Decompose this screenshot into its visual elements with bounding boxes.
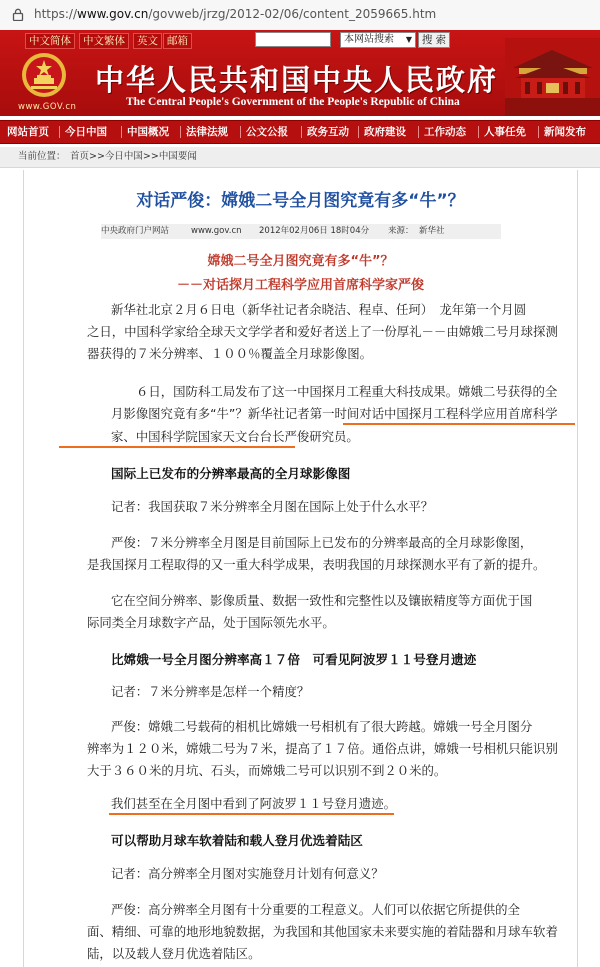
paragraph-line: 记者：我国获取７米分辨率全月图在国际上处于什么水平？ — [111, 499, 434, 514]
search-button[interactable]: 搜 索 — [418, 32, 450, 48]
lang-link-simplified[interactable]: 中文简体 — [25, 33, 75, 49]
url-prefix: https:// — [34, 7, 78, 21]
paragraph-line: 记者：７米分辨率是怎样一个精度？ — [111, 684, 310, 699]
paragraph-line: 器获得的７米分辨率、１００％覆盖全月球影像图。 — [87, 346, 372, 361]
nav-item-laws[interactable]: 法律法规 — [186, 126, 228, 138]
nav-separator — [478, 126, 479, 138]
paragraph-line: 之日，中国科学家给全球天文学学者和爱好者送上了一份厚礼－－由嫦娥二号月球探测 — [87, 324, 558, 339]
nav-separator — [240, 126, 241, 138]
highlight-underline — [59, 446, 295, 448]
paragraph-line: 新华社北京２月６日电（新华社记者余晓洁、程卓、任珂） 龙年第一个月圆 — [111, 302, 527, 317]
nav-item-gov-building[interactable]: 政府建设 — [364, 126, 406, 138]
site-banner — [0, 30, 600, 116]
search-input[interactable] — [255, 32, 331, 47]
highlight-underline — [109, 813, 394, 815]
paragraph-line: 陆，以及载人登月优选着陆区。 — [87, 946, 261, 961]
lang-link-english[interactable]: 英文 — [133, 33, 162, 49]
chevron-down-icon: ▼ — [405, 35, 412, 44]
nav-separator — [538, 126, 539, 138]
section-heading: 国际上已发布的分辨率最高的全月球影像图 — [111, 466, 351, 481]
paragraph-line: 记者：高分辨率全月图对实施登月计划有何意义？ — [111, 866, 384, 881]
paragraph-line: 我们甚至在全月图中看到了阿波罗１１号登月遗迹。 — [111, 796, 396, 811]
meta-source-label: 来源： — [388, 226, 414, 236]
nav-item-china-overview[interactable]: 中国概况 — [127, 126, 169, 138]
paragraph-line: 严俊：嫦娥二号载荷的相机比嫦娥一号相机有了很大跨越。嫦娥一号全月图分 — [111, 719, 533, 734]
paragraph-line: 面、精细、可靠的地形地貌数据，为我国和其他国家未来要实施的着陆器和月球车软着 — [87, 924, 558, 939]
nav-item-press[interactable]: 新闻发布 — [544, 126, 586, 138]
paragraph-line: 它在空间分辨率、影像质量、数据一致性和完整性以及镶嵌精度等方面优于国 — [111, 593, 533, 608]
section-heading: 比嫦娥一号全月图分辨率高１７倍 可看见阿波罗１１号登月遗迹 — [111, 652, 477, 667]
meta-source: 新华社 — [419, 226, 445, 236]
url-path: /govweb/jrzg/2012-02/06/content_2059665.htm — [148, 7, 437, 21]
search-scope-select[interactable] — [340, 32, 416, 48]
tiananmen-image — [505, 38, 600, 116]
section-heading: 可以帮助月球车软着陆和载人登月优选着陆区 — [111, 833, 363, 848]
meta-source-site: 中央政府门户网站 — [101, 226, 170, 236]
paragraph-line: 辨率为１２０米，嫦娥二号为７米，提高了１７倍。通俗点讲，嫦娥一号相机只能识别 — [87, 741, 558, 756]
nav-separator — [358, 126, 359, 138]
nav-separator — [418, 126, 419, 138]
paragraph-line: 严俊：高分辨率全月图有十分重要的工程意义。人们可以依据它所提供的全 — [111, 902, 520, 917]
article-meta — [101, 224, 501, 239]
breadcrumb — [0, 147, 600, 168]
article-subtitle-dialogue: －－对话探月工程科学应用首席科学家严俊 — [176, 278, 424, 293]
paragraph-line: 际同类全月球数字产品，处于国际领先水平。 — [87, 615, 335, 630]
site-title-cn: 中华人民共和国中央人民政府 — [95, 63, 499, 97]
nav-item-appointments[interactable]: 人事任免 — [484, 126, 526, 138]
nav-item-home[interactable]: 网站首页 — [7, 126, 49, 138]
paragraph-line: 月影像图究竟有多“牛”？新华社记者第一时间对话中国探月工程科学应用首席科学 — [111, 406, 558, 421]
breadcrumb-label: 当前位置： — [18, 151, 66, 162]
meta-date: 2012年02月06日 18时04分 — [259, 226, 370, 236]
nav-separator — [180, 126, 181, 138]
nav-item-interaction[interactable]: 政务互动 — [307, 126, 349, 138]
article-title: 对话严俊：嫦娥二号全月图究竟有多“牛”？ — [136, 191, 465, 211]
url-host: www.gov.cn — [77, 7, 149, 21]
nav-separator — [121, 126, 122, 138]
article-card — [23, 170, 578, 967]
paragraph-line: 家、中国科学院国家天文台台长严俊研究员。 — [111, 429, 359, 444]
main-nav — [0, 120, 600, 144]
url-text[interactable] — [34, 7, 436, 21]
nav-item-work-news[interactable]: 工作动态 — [424, 126, 466, 138]
search-scope-value: 本网站搜索 — [344, 34, 394, 45]
nav-item-documents[interactable]: 公文公报 — [246, 126, 288, 138]
highlight-underline — [343, 423, 575, 425]
paragraph-line: 是我国探月工程取得的又一重大科学成果，表明我国的月球探测水平有了新的提升。 — [87, 557, 546, 572]
mailbox-link[interactable]: 邮箱 — [163, 33, 192, 49]
site-title-en: The Central People's Government of the People's Republic of China — [126, 96, 460, 108]
nav-separator — [301, 126, 302, 138]
lock-icon — [12, 8, 24, 21]
address-bar[interactable] — [0, 0, 600, 31]
paragraph-line: 大于３６０米的月坑、石头，而嫦娥二号可以识别不到２０米的。 — [87, 763, 447, 778]
paragraph-line: ６日，国防科工局发布了这一中国探月工程重大科技成果。嫦娥二号获得的全 — [136, 384, 558, 399]
national-emblem-icon — [21, 52, 67, 98]
nav-item-today-china[interactable]: 今日中国 — [65, 126, 107, 138]
paragraph-line: 严俊：７米分辨率全月图是目前国际上已发布的分辨率最高的全月球影像图， — [111, 535, 533, 550]
nav-separator — [59, 126, 60, 138]
breadcrumb-path[interactable]: 首页>>今日中国>>中国要闻 — [70, 151, 197, 162]
site-url-label: www.GOV.cn — [18, 102, 77, 112]
lang-link-traditional[interactable]: 中文繁体 — [79, 33, 129, 49]
meta-domain: www.gov.cn — [191, 226, 242, 236]
article-subtitle: 嫦娥二号全月图究竟有多“牛”？ — [207, 254, 394, 269]
